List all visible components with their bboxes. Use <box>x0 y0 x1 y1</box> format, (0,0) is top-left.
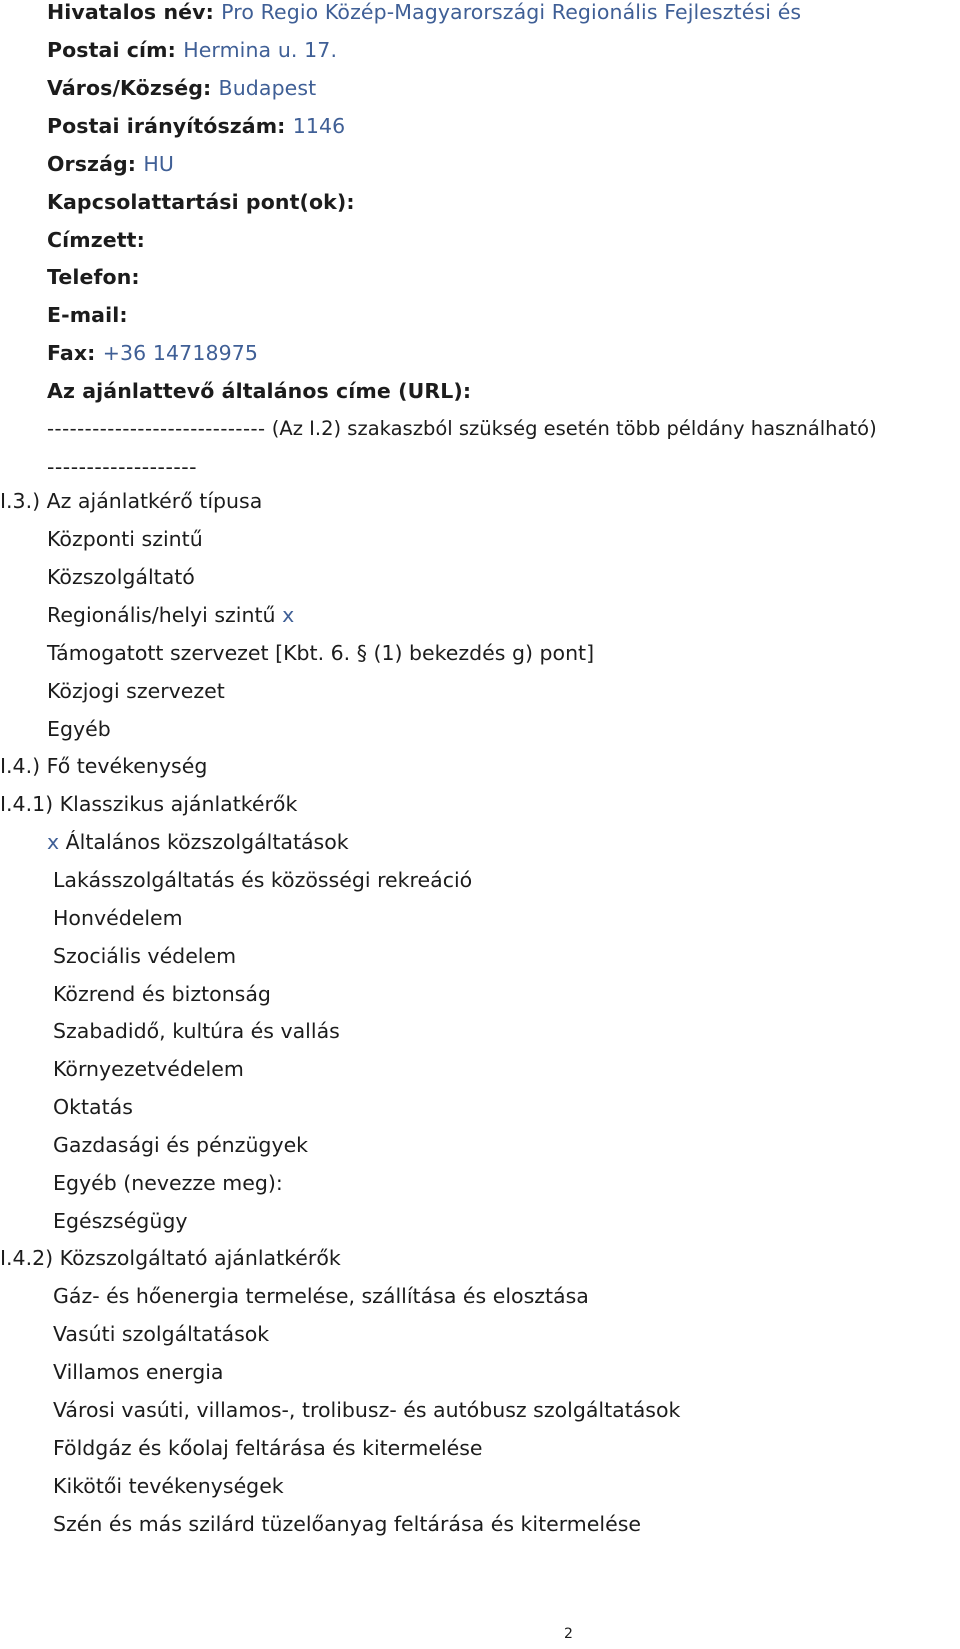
contact-points-label: Kapcsolattartási pont(ok): <box>47 190 355 214</box>
selected-mark: x <box>47 830 66 854</box>
selected-mark: x <box>282 603 295 627</box>
separator-row <box>47 417 877 441</box>
fax-row <box>47 341 258 365</box>
list-item <box>47 603 294 627</box>
official-name-value: Pro Regio Közép-Magyarországi Regionális Fejlesztési és <box>221 0 802 24</box>
country-value: HU <box>143 152 174 176</box>
list-item: Egészségügy <box>53 1209 188 1233</box>
list-item-label: Közjogi szervezet <box>47 679 225 703</box>
separator-dashes: ----------------------------- <box>47 417 266 440</box>
list-item <box>47 565 195 589</box>
list-item: Gazdasági és pénzügyek <box>53 1133 309 1157</box>
separator-dashes-end: ------------------- <box>47 455 198 479</box>
list-item: Közrend és biztonság <box>53 982 271 1006</box>
email-label: E-mail: <box>47 303 128 327</box>
list-item: Környezetvédelem <box>53 1057 244 1081</box>
list-item <box>47 830 349 854</box>
list-item: Lakásszolgáltatás és közösségi rekreáció <box>53 868 473 892</box>
list-item <box>47 527 203 551</box>
city-label: Város/Község: <box>47 76 212 100</box>
postcode-label: Postai irányítószám: <box>47 114 286 138</box>
list-item <box>47 717 111 741</box>
postcode-value: 1146 <box>292 114 346 138</box>
official-name-row <box>47 0 801 24</box>
official-name-label: Hivatalos név: <box>47 0 214 24</box>
city-value: Budapest <box>218 76 317 100</box>
list-item-label: Támogatott szervezet [Kbt. 6. § (1) bekezdés g) pont] <box>47 641 595 665</box>
postcode-row <box>47 114 345 138</box>
phone-label: Telefon: <box>47 265 140 289</box>
list-item: Villamos energia <box>53 1360 224 1384</box>
page-number: 2 <box>564 1626 573 1642</box>
list-item-label: Általános közszolgáltatások <box>65 830 349 854</box>
country-row <box>47 152 174 176</box>
addressee-label: Címzett: <box>47 228 145 252</box>
fax-value: +36 14718975 <box>102 341 259 365</box>
list-item-label: Központi szintű <box>47 527 203 551</box>
list-item-label: Közszolgáltató <box>47 565 195 589</box>
list-item: Egyéb (nevezze meg): <box>53 1171 283 1195</box>
list-item: Oktatás <box>53 1095 133 1119</box>
city-row <box>47 76 316 100</box>
list-item: Kikötői tevékenységek <box>53 1474 284 1498</box>
separator-note: (Az I.2) szakaszból szükség esetén több példány használható) <box>271 417 877 440</box>
list-item: Honvédelem <box>53 906 183 930</box>
list-item <box>47 641 594 665</box>
section-i4-heading: I.4.) Fő tevékenység <box>0 754 208 778</box>
section-i42-heading: I.4.2) Közszolgáltató ajánlatkérők <box>0 1246 341 1270</box>
list-item-label: Regionális/helyi szintű <box>47 603 276 627</box>
list-item-label: Egyéb <box>47 717 111 741</box>
fax-label: Fax: <box>47 341 96 365</box>
section-i41-heading: I.4.1) Klasszikus ajánlatkérők <box>0 792 298 816</box>
list-item <box>47 679 225 703</box>
postal-address-value: Hermina u. 17. <box>183 38 338 62</box>
list-item: Földgáz és kőolaj feltárása és kitermelése <box>53 1436 483 1460</box>
postal-address-row <box>47 38 337 62</box>
list-item: Gáz- és hőenergia termelése, szállítása és elosztása <box>53 1284 589 1308</box>
url-label: Az ajánlattevő általános címe (URL): <box>47 379 472 403</box>
postal-address-label: Postai cím: <box>47 38 176 62</box>
list-item: Városi vasúti, villamos-, trolibusz- és autóbusz szolgáltatások <box>53 1398 681 1422</box>
section-i3-heading: I.3.) Az ajánlatkérő típusa <box>0 489 263 513</box>
list-item: Szabadidő, kultúra és vallás <box>53 1019 340 1043</box>
list-item: Szociális védelem <box>53 944 237 968</box>
list-item: Vasúti szolgáltatások <box>53 1322 270 1346</box>
list-item: Szén és más szilárd tüzelőanyag feltárása és kitermelése <box>53 1512 641 1536</box>
country-label: Ország: <box>47 152 137 176</box>
